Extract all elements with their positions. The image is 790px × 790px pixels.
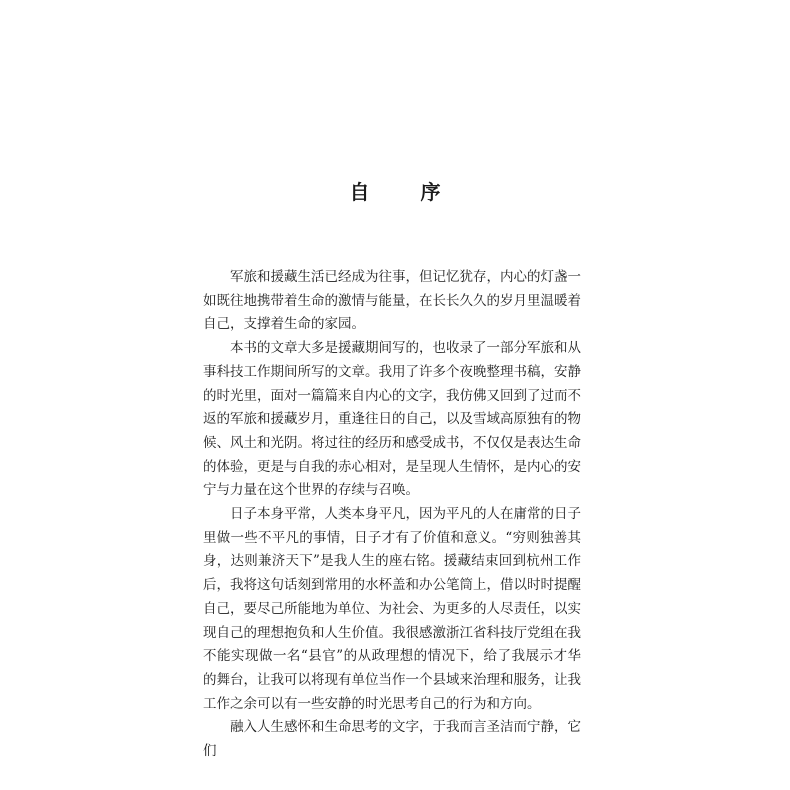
- paragraph-1: 军旅和援藏生活已经成为往事，但记忆犹存，内心的灯盏一如既往地携带着生命的激情与能量，在长长久久的岁月里温暖着自己，支撑着生命的家园。: [203, 269, 581, 333]
- preface-body: [203, 266, 581, 764]
- paragraph-2: 本书的文章大多是援藏期间写的，也收录了一部分军旅和从事科技工作期间所写的文章。我用了许多个夜晚整理书稿，安静的时光里，面对一篇篇来自内心的文字，我仿佛又回到了过而不返的军旅和援藏岁月，重逢往日的自己，以及雪域高原独有的物候、风土和光阴。将过往的经历和感受成书，不仅仅是表达生命的体验，更是与自我的赤心相对，是呈现人生情怀，是内心的安宁与力量在这个世界的存续与召唤。: [203, 340, 581, 499]
- paragraph-4: 融入人生感怀和生命思考的文字，于我而言圣洁而宁静，它们: [203, 719, 581, 760]
- paragraph-3: 日子本身平常，人类本身平凡，因为平凡的人在庸常的日子里做一些不平凡的事情，日子才有了价值和意义。“穷则独善其身，达则兼济天下”是我人生的座右铭。援藏结束回到杭州工作后，我将这句话刻到常用的水杯盖和办公笔筒上，借以时时提醒自己，要尽己所能地为单位、为社会、为更多的人尽责任，以实现自己的理想抱负和人生价值。我很感激浙江省科技厅党组在我不能实现做一名“县官”的从政理想的情况下，给了我展示才华的舞台，让我可以将现有单位当作一个县域来治理和服务，让我工作之余可以有一些安静的时光思考自己的行为和方向。: [203, 506, 581, 712]
- page-title: 自 序: [349, 180, 463, 204]
